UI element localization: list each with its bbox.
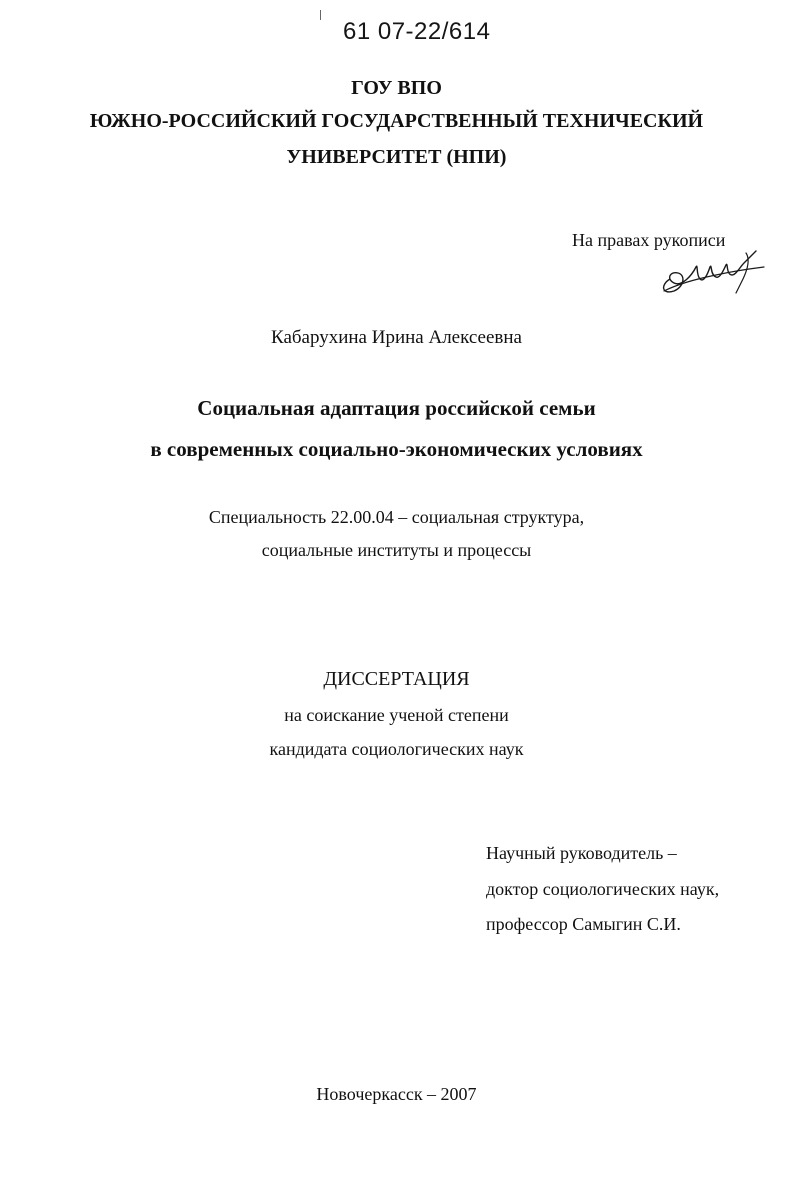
manuscript-rights-note: На правах рукописи xyxy=(572,230,726,250)
institution-line-1: ГОУ ВПО xyxy=(351,77,442,99)
archive-code: 61 07-22/614 xyxy=(343,18,491,45)
supervisor-degree: доктор социологических наук, xyxy=(486,879,720,899)
scan-mark xyxy=(320,10,321,20)
institution-line-2: ЮЖНО-РОССИЙСКИЙ ГОСУДАРСТВЕННЫЙ ТЕХНИЧЕСКИЙ xyxy=(89,110,704,132)
place-and-year: Новочеркасск – 2007 xyxy=(316,1084,477,1104)
degree-line-1: на соискание ученой степени xyxy=(284,705,509,725)
thesis-title-line-2: в современных социально-экономических условиях xyxy=(150,437,643,461)
author-name: Кабарухина Ирина Алексеевна xyxy=(271,327,522,348)
institution-line-3: УНИВЕРСИТЕТ (НПИ) xyxy=(286,146,507,168)
work-type-heading: ДИССЕРТАЦИЯ xyxy=(323,668,470,690)
degree-line-2: кандидата социологических наук xyxy=(269,739,524,759)
specialty-line-2: социальные институты и процессы xyxy=(261,540,532,560)
thesis-title-line-1: Социальная адаптация российской семьи xyxy=(197,396,596,420)
signature-mark xyxy=(656,245,766,297)
supervisor-name: профессор Самыгин С.И. xyxy=(486,914,681,934)
supervisor-role: Научный руководитель – xyxy=(486,843,677,863)
specialty-line-1: Специальность 22.00.04 – социальная структура, xyxy=(208,507,585,527)
